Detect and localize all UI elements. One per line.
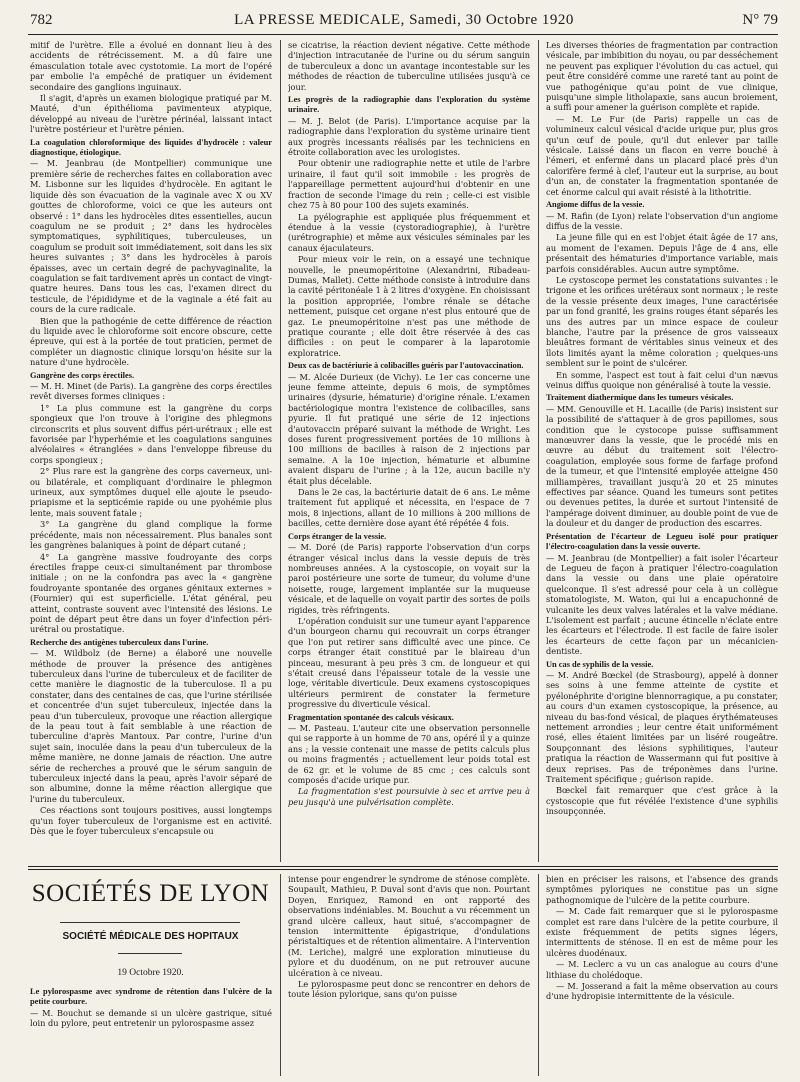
paragraph: Il s'agit, d'après un examen biologique pratiqué par M. Mauté, d'un épithélioma pavimenteux atypique, développé au niveau de l'urètre périnéal, laissant intact l'urètre postérieur et l'urètre pénien.: [30, 93, 272, 135]
paragraph: — M. Josserand a fait la même observation au cours d'une hydropisie intermittente de la vésicule.: [546, 981, 778, 1002]
paragraph: Pour mieux voir le rein, on a essayé une technique nouvelle, le pneumopéritoine (Alexandrini, Ribadeau-Dumas, Mallet). Cette méthode consiste à introduire dans la cavité péritonéale 1 à 2 litres d'oxygène. En choisissant la position appropriée, l'ombre rénale se détache nettement, puisque cet organe n'est plus entouré que de gaz. Le pneumopéritoine n'est pas une méthode de pratique courante ; elle doit être réservée à des cas difficiles : on peut le comparer à la laparotomie exploratrice.: [288, 254, 530, 358]
society-column-3: [546, 874, 778, 1076]
paragraph: se cicatrise, la réaction devient négative. Cette méthode d'injection intracutanée de l'urine ou du sérum sanguin de tuberculeux a donc un avantage incontestable sur les méthodes de réaction de tuberculine utilisées jusqu'à ce jour.: [288, 40, 530, 92]
paragraph: Dans le 2e cas, la bactériurie datait de 6 ans. Le même traitement fut appliqué et nécessita, en l'espace de 7 mois, 8 injections, allant de 10 millions à 200 millions de bacilles, cette dernière dose ayant été répétée 4 fois.: [288, 487, 530, 529]
paragraph: — M. Leclerc a vu un cas analogue au cours d'une lithiase du cholédoque.: [546, 959, 778, 980]
paragraph: 3° La gangrène du gland complique la forme précédente, mais non nécessairement. Plus banales sont les gangrènes balaniques à point de départ cutané ;: [30, 519, 272, 551]
paragraph: Le pylorospasme peut donc se rencontrer en dehors de toute lésion pylorique, sans qu'on puisse: [288, 979, 530, 1000]
header-rule: [28, 34, 778, 35]
column-1: [30, 40, 272, 864]
title-rule: [60, 922, 240, 923]
article-heading: Les progrès de la radiographie dans l'exploration du système urinaire.: [288, 95, 530, 115]
session-date: 19 Octobre 1920.: [117, 968, 184, 978]
page-number: 782: [30, 12, 53, 28]
paragraph: Les diverses théories de fragmentation par contraction vésicale, par imbibition du noyau, ou par desséchement ne peuvent pas expliquer l'évolution du cas actuel, qui peut être considéré comme une rareté tant au point de vue pathogénique qu'au point de vue clinique, puisqu'une simple litholapaxie, sans aucun broiement, a suffi pour amener la guérison complète et rapide.: [546, 40, 778, 113]
section-rule: [28, 869, 778, 870]
paragraph: — M. Cade fait remarquer que si le pylorospasme complet est rare dans l'ulcère de la petite courbure, il existe fréquemment de petits signes légers, intermittents de sténose. Il en est de même pour les ulcères duodénaux.: [546, 906, 778, 958]
paragraph: bien en préciser les raisons, et l'absence des grands symptômes pyloriques ne constitue pas un signe pathognomique de l'ulcère de la petite courbure.: [546, 874, 778, 905]
section-rule: [28, 866, 778, 867]
paragraph: — M. Jeanbrau (de Montpellier) communique une première série de recherches faites en collaboration avec M. Lisbonne sur les liquides d'hydrocèle. En agitant le liquide dès son évacuation de la vaginale avec X ou XV gouttes de chloroforme, voici ce que les auteurs ont observé : 1° dans les hydrocèles dites essentielles, aucun coagulum ne se produit ; 2° dans les hydrocèles symptomatiques, syphilitiques, tuberculeuses, un coagulum se produit soit immédiatement, soit dans les six heures suivantes ; 3° dans les hydrocèles à parois épaisses, avec un certain degré de pachyvaginalite, la coagulation se fait tardivement après un contact de vingt-quatre heures. Dans tous les cas, l'examen direct du testicule, de l'épididyme et de la vaginale a été fait au cours de la cure radicale.: [30, 158, 272, 315]
paragraph: — M. Alcée Durieux (de Vichy). Le 1er cas concerne une jeune femme atteinte, depuis 6 mois, de symptômes urinaires (dysurie, hématurie) d'origine rénale. L'examen bactériologique montra l'existence de colibacilles, sans pyurie. Il fut pratiqué une série de 12 injections d'autovaccin préparé suivant la méthode de Wright. Les doses furent progressivement portées de 10 millions à 100 millions de bacilles à raison de 2 injections par semaine. A la 10e injection, hématurie et albumine avaient disparu de l'urine ; à la 12e, aucun bacille n'y était plus décelable.: [288, 371, 530, 486]
article-heading: Traitement diathermique dans les tumeurs vésicales.: [546, 393, 734, 403]
paragraph: — M. Doré (de Paris) rapporte l'observation d'un corps étranger vésical inclus dans la vessie depuis de très nombreuses années. A la cystoscopie, on voyait sur la paroi postérieure une sorte de tumeur, du volume d'une noisette, rouge, largement implantée sur la muqueuse vésicale, et de laquelle on voyait partir des sortes de poils rigides, très réfringents.: [288, 542, 530, 615]
article-heading: Le pylorospasme avec syndrome de rétention dans l'ulcère de la petite courbure.: [30, 987, 272, 1007]
section-title: SOCIÉTÉS DE LYON: [31, 880, 270, 907]
article-heading: La coagulation chloroformique des liquides d'hydrocèle : valeur diagnostique, étiologique.: [30, 137, 272, 158]
journal-title: LA PRESSE MEDICALE, Samedi, 30 Octobre 1920: [234, 12, 574, 28]
paragraph: La jeune fille qui en est l'objet était âgée de 17 ans, au moment de l'examen. Depuis l'âge de 4 ans, elle présentait des hématuries d'importance variable, mais parfois considérables. Aucun autre symptôme.: [546, 232, 778, 274]
article-heading: Fragmentation spontanée des calculs vésicaux.: [288, 712, 454, 722]
society-article: [30, 987, 272, 1075]
column-3: [546, 40, 778, 864]
paragraph: La pyélographie est appliquée plus fréquemment et étendue à la vessie (cystoradiographie), à l'urètre (urétrographie) et même aux vésicules séminales par les canaux éjaculateurs.: [288, 211, 530, 253]
paragraph: — MM. Genouville et H. Lacaille (de Paris) insistent sur la possibilité de s'attaquer à de gros papillomes, sous condition que le cystocope puisse suffisamment manœuvrer dans la vessie, que le procédé mis en œuvre au début du traitement soit l'électro-coagulation, employée sous forme de farfage profond de la tumeur, et que l'intensité employée atteigne 450 milliampères, travaillant jusqu'à 20 et 25 minutes effectives par séance. Quand les tumeurs sont petites ou devenues petites, la durée et surtout l'intensité de l'ampérage doivent diminuer, au double point de vue de la douleur et du danger de production des escarres.: [546, 403, 778, 529]
article-heading: Corps étranger de la vessie.: [288, 531, 387, 541]
paragraph: En somme, l'aspect est tout à fait celui d'un nævus veinus diffus quoique non généralisé à toute la vessie.: [546, 369, 778, 390]
column-2: [288, 40, 530, 864]
article-heading: Gangrène des corps érectiles.: [30, 370, 135, 380]
paragraph: Bœckel fait remarquer que c'est grâce à la cystoscopie que fut révélée l'existence d'une syphilis insoupçonnée.: [546, 785, 778, 817]
paragraph: — M. Wildbolz (de Berne) a élaboré une nouvelle méthode de prouver la présence des antigènes tuberculeux dans l'urine de tuberculeux et de faciliter de cette manière le diagnostic de la tuberculose. Il a pu constater, dans des centaines de cas, que l'urine stérilisée et concentrée d'un sujet tuberculeux, injectée dans la peau d'un tuberculeux, provoque une réaction allergique de la peau tout à fait semblable à une réaction de tuberculine d'après Mantoux. Par contre, l'urine d'un sujet sain, inoculée dans la peau d'un tuberculeux de la même manière, ne donne jamais de réaction. Une autre série de recherches a prouvé que le sérum sanguin de tuberculeux injecté dans la peau, après l'avoir séparé de son albumine, donne la même réaction allergique que l'urine du tuberculeux.: [30, 648, 272, 804]
column-divider: [280, 874, 281, 1076]
paragraph: 1° La plus commune est la gangrène du corps spongieux que l'on trouve à l'origine des phlegmons circonscrits et plus souvent diffus péri-urétraux ; elle est favorisée par l'hyperhémie et les coagulations sanguines alvéolaires « étranglées » dans l'enveloppe fibreuse du corps spongieux ;: [30, 402, 272, 465]
paragraph: Bien que la pathogénie de cette différence de réaction du liquide avec le chloroforme soit encore obscure, cette épreuve, qui est à la portée de tout praticien, permet de compléter un diagnostic clinique lorsqu'on hésite sur la nature d'une hydrocèle.: [30, 315, 272, 368]
society-name: SOCIÉTÉ MÉDICALE DES HOPITAUX: [62, 931, 239, 942]
article-heading: Recherche des antigènes tuberculeux dans l'urine.: [30, 637, 209, 647]
issue-number: N° 79: [742, 12, 778, 28]
paragraph: — M. Le Fur (de Paris) rappelle un cas de volumineux calcul vésical d'acide urique pur, plus gros qu'un œuf de poule, qu'il dut enlever par taille vésicale. Laissé dans un flacon en verre bouché à l'émeri, et enfermé dans un placard placé près d'un calorifère fermé à clef, l'auteur eut la surprise, au bout d'un an, de constater la fragmentation spontanée de cet énorme calcul qui avait résisté à la lithotritie.: [546, 113, 778, 197]
society-column-2: [288, 874, 530, 1076]
short-rule: [118, 953, 182, 954]
paragraph: Le cystoscope permet les constatations suivantes : le trigone et les orifices urétéraux sont normaux ; le reste de la vessie présente deux images, l'une caractérisée par un fond granité, les grains rouges étant séparés les uns des autres par un mince espace de couleur blanche, l'autre par la présence de gros vaisseaux bleuâtres formant de véritables sinus veineux et des îlots limités ayant la même coloration ; quelques-uns semblent sur le point de s'ulcérer.: [546, 274, 778, 369]
paragraph: Pour obtenir une radiographie nette et utile de l'arbre urinaire, il faut qu'il soit immobile : les progrès de l'appareillage permettent aujourd'hui d'obtenir en une fraction de seconde l'image du rein ; celle-ci est visible chez 75 à 80 pour 100 des sujets examinés.: [288, 158, 530, 211]
paragraph: L'opération conduisit sur une tumeur ayant l'apparence d'un bourgeon charnu qui recouvrait un corps étranger que l'on put retirer sans difficulté avec une pince. Ce corps étranger était constitué par le blaireau d'un pinceau, mesurant à peu près 3 cm. de longueur et qui s'était creusé dans l'épaisseur totale de la vessie une loge, véritable diverticule. Deux examens cystoscopiques ultérieurs permirent de constater la fermeture progressive du diverticule vésical.: [288, 615, 530, 710]
paragraph: intense pour engendrer le syndrome de sténose complète. Soupault, Mathieu, P. Duval sont d'avis que non. Pourtant Doyen, Enriquez, Ramond en ont rapporté des observations indéniables. M. Bouchut a vu récemment un grand ulcère calleux, haut situé, s'accompagner de tension intermittente épigastrique, d'ondulations péristaltiques et de rétention alimentaire. A l'intervention (M. Leriche), malgré une exploration minutieuse du pylore et du duodénum, on ne put retrouver aucune ulcération à ce niveau.: [288, 874, 530, 978]
column-divider: [280, 40, 281, 862]
column-divider: [538, 40, 539, 862]
paragraph: — M. André Bœckel (de Strasbourg), appelé à donner ses soins à une femme atteinte de cystite et pyélonéphrite d'origine blennorragique, a pu constater, au cours d'un examen cystoscopique, la présence, au niveau du bas-fond vésical, de plaques érythémateuses nettement arrondies ; leur centre était uniformément rosé, elles étaient limitées par un liséré rougeâtre. Soupçonnant des lésions syphilitiques, l'auteur pratiqua la réaction de Wassermann qui fut positive à deux reprises. Pas de tréponèmes dans l'urine. Traitement spécifique ; guérison rapide.: [546, 669, 778, 785]
paragraph: 2° Plus rare est la gangrène des corps caverneux, uni- ou bilatérale, et compliquant d'ordinaire le phlegmon urineux, aux symptômes duquel elle ajoute le pseudo-priapisme et la septicémie rapide ou une pyohémie plus lente, mais souvent fatale ;: [30, 466, 272, 518]
article-heading: Angiome diffus de la vessie.: [546, 200, 645, 210]
article-heading: Deux cas de bactériurie à colibacilles guéris par l'autovaccination.: [288, 361, 524, 371]
paragraph: — M. Bouchut se demande si un ulcère gastrique, situé loin du pylore, peut entretenir un pylorospasme assez: [30, 1007, 272, 1029]
paragraph: — M. Rafin (de Lyon) relate l'observation d'un angiome diffus de la vessie.: [546, 210, 778, 231]
paragraph: — M. Pasteau. L'auteur cite une observation personnelle qui se rapporte à un homme de 70 ans, opéré il y a quinze ans ; la vessie contenait une masse de petits calculs plus ou moins fragmentés ; actuellement leur poids total est de 62 gr. et le volume de 85 cmc ; ces calculs sont composés d'acide urique pur.: [288, 723, 530, 786]
paragraph: La fragmentation s'est poursuivie à sec et arrive peu à peu jusqu'à une pulvérisation complète.: [288, 786, 530, 807]
paragraph: — M. Jeanbrau (de Montpellier) a fait isoler l'écarteur de Legueu de façon à pratiquer l'électro-coagulation dans la vessie ou dans une plaie opératoire quelconque. Il s'est adressé pour cela à un collègue stomatologiste, M. Waton, qui lui a encapuchonné de vulcanite les deux valves latérales et la valve médiane. L'isolement est parfait ; aucune étincelle n'éclate entre les écarteurs et l'électrode. Il est facile de faire isoler les écarteurs de cette façon par un mécanicien-dentiste.: [546, 552, 778, 657]
paragraph: Ces réactions sont toujours positives, aussi longtemps qu'un foyer tuberculeux de l'organisme est en activité. Dès que le foyer tuberculeux s'encapsule ou: [30, 805, 272, 837]
paragraph: — M. J. Belot (de Paris). L'importance acquise par la radiographie dans l'exploration du système urinaire tient aux progrès incessants réalisés par les techniciens en étroite collaboration avec les urologistes.: [288, 115, 530, 158]
paragraph: mitif de l'urètre. Elle a évolué en donnant lieu à des accidents de rétrécissement. M. a dû faire une émasculation totale avec cystotomie. La mort de l'opéré par embolie l'a empêché de pratiquer un évidement secondaire des ganglions inguinaux.: [30, 40, 272, 92]
page-header: [30, 10, 778, 32]
paragraph: — M. H. Minet (de Paris). La gangrène des corps érectiles revêt diverses formes cliniques :: [30, 381, 272, 402]
paragraph: 4° La gangrène massive foudroyante des corps érectiles frappe ceux-ci simultanément par thrombose initiale ; on ne la confondra pas avec la « gangrène foudroyante spontanée des organes génitaux externes » (Fournier) qui est superficielle. L'état général, peu atteint, contraste souvent avec l'intensité des lésions. Le point de départ peut être dans un foyer d'infection péri-urétral ou prostatique.: [30, 551, 272, 635]
article-heading: Un cas de syphilis de la vessie.: [546, 659, 654, 669]
column-divider: [538, 874, 539, 1076]
article-heading: Présentation de l'écarteur de Legueu isolé pour pratiquer l'électro-coagulation dans la vessie ouverte.: [546, 531, 778, 552]
